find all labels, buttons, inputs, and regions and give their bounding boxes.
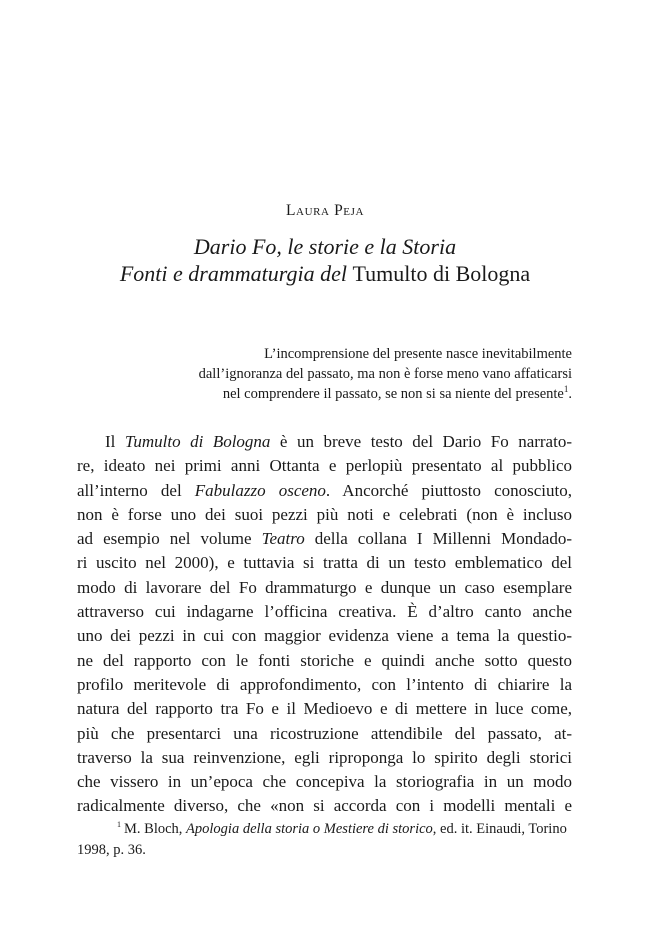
epigraph-line-text: nel comprendere il passato, se non si sa niente del presente bbox=[222, 386, 564, 402]
footnote-reference[interactable]: 1 bbox=[563, 384, 569, 395]
footnote-book-title: Apologia della storia o Mestiere di storico bbox=[186, 821, 433, 837]
body-line bbox=[77, 527, 572, 551]
body-text-segment: è un breve testo del Dario Fo narrato- bbox=[270, 432, 572, 451]
work-title-italic: Teatro bbox=[261, 529, 305, 549]
body-text-segment: . Ancorché piuttosto conosciuto, bbox=[325, 480, 572, 500]
body-line bbox=[77, 479, 572, 503]
body-line: che vissero in un’epoca che concepiva la storiografia in un modo bbox=[77, 772, 572, 792]
body-paragraph bbox=[77, 430, 572, 819]
body-line: non è forse uno dei suoi pezzi più noti e celebrati (non è incluso bbox=[77, 504, 572, 524]
body-line: traverso la sua reinvenzione, egli riproponga lo spirito degli storici bbox=[77, 747, 572, 767]
footnote-publication: , ed. it. Einaudi, Torino bbox=[432, 821, 567, 837]
body-line: ne del rapporto con le fonti storiche e quindi anche sotto questo bbox=[77, 650, 572, 670]
author-name: Laura Peja bbox=[285, 202, 365, 219]
body-text-segment: della collana I Millenni Mondado- bbox=[304, 529, 572, 549]
body-line: profilo meritevole di approfondimento, con l’intento di chiarire la bbox=[77, 674, 572, 694]
body-text-segment: ad esempio nel volume bbox=[77, 529, 262, 549]
work-title-italic: Tumulto di Bologna bbox=[124, 432, 271, 451]
body-line: radicalmente diverso, che «non si accorda con i modelli mentali e bbox=[77, 796, 572, 816]
body-line: attraverso cui indagarne l’officina creativa. È d’altro canto anche bbox=[77, 602, 572, 622]
body-line: più che presentarci una ricostruzione attendibile del passato, at- bbox=[77, 723, 572, 743]
epigraph-line: nel comprendere il passato, se non si sa niente del presente$^1$. bbox=[222, 384, 572, 402]
footnote-line: 1998, p. 36. bbox=[77, 842, 146, 858]
footnote-number: 1 bbox=[117, 820, 121, 830]
body-line bbox=[77, 430, 572, 454]
subtitle-italic-part: Fonti e drammaturgia del bbox=[119, 261, 353, 286]
subtitle-roman-part: Tumulto di Bologna bbox=[352, 261, 531, 286]
footnote-line bbox=[77, 819, 572, 840]
body-line: re, ideato nei primi anni Ottanta e perlopiù presentato al pubblico bbox=[77, 456, 572, 476]
body-text-segment: all’interno del bbox=[77, 480, 195, 500]
body-line: modo di lavorare del Fo drammaturgo e dunque un caso esemplare bbox=[77, 577, 572, 597]
footnote bbox=[77, 819, 572, 861]
body-line: natura del rapporto tra Fo e il Medioevo e di mettere in luce come, bbox=[77, 699, 572, 719]
body-text-segment: Il bbox=[105, 432, 125, 451]
footnote-author: M. Bloch, bbox=[124, 821, 187, 837]
epigraph-line: L’incomprensione del presente nasce inevitabilmente bbox=[264, 346, 572, 362]
epigraph bbox=[120, 344, 572, 404]
work-title-italic: Fabulazzo osceno bbox=[194, 480, 326, 500]
article-subtitle bbox=[0, 261, 650, 287]
article-title: Dario Fo, le storie e la Storia bbox=[193, 234, 457, 259]
epigraph-line: dall’ignoranza del passato, ma non è forse meno vano affaticarsi bbox=[198, 366, 572, 382]
body-line: ri uscito nel 2000), e tuttavia si tratta di un testo emblematico del bbox=[77, 553, 572, 573]
body-line: uno dei pezzi in cui con maggior evidenza viene a tema la questio- bbox=[77, 626, 572, 646]
